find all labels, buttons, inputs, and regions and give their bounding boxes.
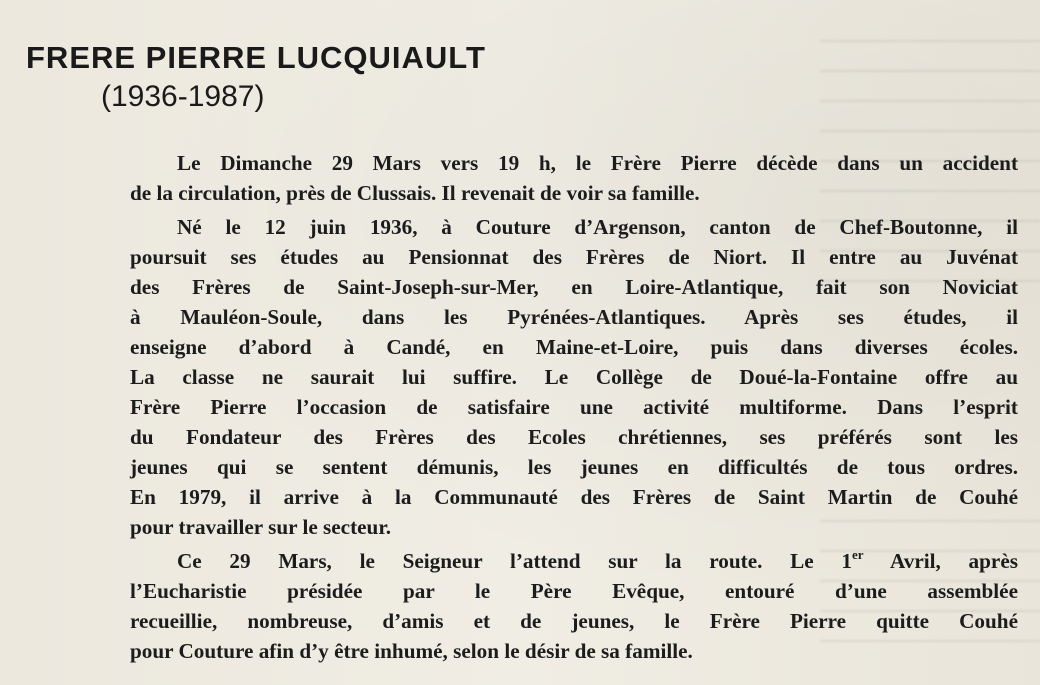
text-line: pour travailler sur le secteur.: [130, 515, 392, 539]
text-line: à Mauléon-Soule, dans les Pyrénées-Atlantiques. Après ses études, il: [130, 305, 1018, 329]
text-line: Le Dimanche 29 Mars vers 19 h, le Frère Pierre décède dans un accident: [177, 151, 1018, 175]
text-line: Né le 12 juin 1936, à Couture d’Argenson, canton de Chef-Boutonne, il: [177, 215, 1018, 239]
text-line: pour Couture afin d’y être inhumé, selon le désir de sa famille.: [130, 639, 693, 663]
ordinal-superscript: er: [851, 547, 864, 562]
text-line: du Fondateur des Frères des Ecoles chrétiennes, ses préférés sont les: [130, 425, 1018, 449]
lifespan-dates: (1936-1987): [101, 80, 265, 113]
paragraph: [130, 148, 1018, 208]
paragraph: [130, 212, 1018, 542]
text-line: enseigne d’abord à Candé, en Maine-et-Loire, puis dans diverses écoles.: [130, 335, 1018, 359]
text-segment: Ce 29 Mars, le Seigneur l’attend sur la route. Le 1: [177, 549, 852, 573]
text-segment: Avril, après: [863, 549, 1018, 573]
paragraph: [130, 546, 1018, 666]
text-line: En 1979, il arrive à la Communauté des Frères de Saint Martin de Couhé: [130, 485, 1018, 509]
text-line: de la circulation, près de Clussais. Il revenait de voir sa famille.: [130, 181, 700, 205]
text-line: jeunes qui se sentent démunis, les jeunes en difficultés de tous ordres.: [130, 455, 1018, 479]
text-line: La classe ne saurait lui suffire. Le Collège de Doué-la-Fontaine offre au: [130, 365, 1018, 389]
article-body: [130, 148, 1018, 670]
text-line: Frère Pierre l’occasion de satisfaire une activité multiforme. Dans l’esprit: [130, 395, 1018, 419]
text-line: l’Eucharistie présidée par le Père Evêque, entouré d’une assemblée: [130, 579, 1018, 603]
text-line: [130, 546, 1018, 576]
article-title: FRERE PIERRE LUCQUIAULT: [26, 40, 486, 75]
text-line: recueillie, nombreuse, d’amis et de jeunes, le Frère Pierre quitte Couhé: [130, 609, 1018, 633]
text-line: des Frères de Saint-Joseph-sur-Mer, en Loire-Atlantique, fait son Noviciat: [130, 275, 1018, 299]
text-line: poursuit ses études au Pensionnat des Frères de Niort. Il entre au Juvénat: [130, 245, 1018, 269]
